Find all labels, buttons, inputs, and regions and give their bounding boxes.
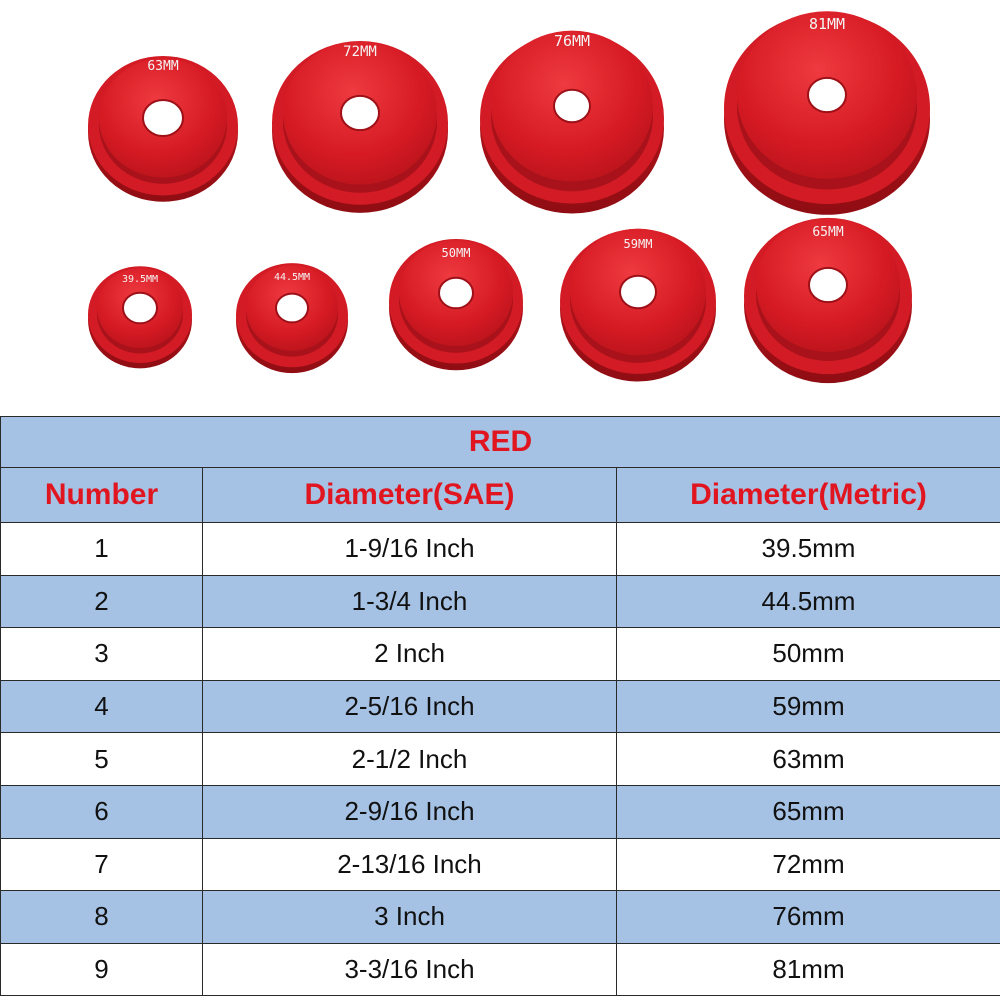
disc-size-label: 65MM <box>812 225 844 240</box>
disc-size-label: 76MM <box>553 32 591 50</box>
disc-2 <box>236 263 348 373</box>
disc-size-label: 63MM <box>147 59 179 74</box>
disc-center-hole <box>554 90 590 122</box>
cell-sae: 2 Inch <box>203 628 617 681</box>
disc-1 <box>88 266 192 368</box>
disc-size-label: 59MM <box>623 237 653 251</box>
disc-size-label: 39.5MM <box>121 274 159 285</box>
cell-metric: 63mm <box>617 733 1000 786</box>
disc-4 <box>560 229 716 382</box>
disc-center-hole <box>620 276 656 308</box>
table-row <box>1 838 1000 891</box>
disc-5 <box>88 56 238 202</box>
disc-center-hole <box>808 78 846 112</box>
cell-number: 4 <box>1 680 203 733</box>
cell-number: 7 <box>1 838 203 891</box>
table-row <box>1 943 1000 996</box>
disc-center-hole <box>123 293 157 324</box>
cell-metric: 76mm <box>617 891 1000 944</box>
header-diameter-metric: Diameter(Metric) <box>617 468 1000 523</box>
cell-sae: 1-9/16 Inch <box>203 523 617 576</box>
disc-center-hole <box>439 278 473 309</box>
disc-7 <box>272 41 448 213</box>
cell-number: 2 <box>1 575 203 628</box>
cell-number: 9 <box>1 943 203 996</box>
size-table <box>0 416 1000 996</box>
header-diameter-sae: Diameter(SAE) <box>203 468 617 523</box>
table-row <box>1 785 1000 838</box>
disc-center-hole <box>341 96 379 130</box>
disc-center-hole <box>809 268 847 302</box>
cell-number: 3 <box>1 628 203 681</box>
table-row <box>1 891 1000 944</box>
table-row <box>1 523 1000 576</box>
table-row <box>1 733 1000 786</box>
cell-sae: 2-13/16 Inch <box>203 838 617 891</box>
disc-size-label: 72MM <box>343 44 377 60</box>
cell-sae: 2-9/16 Inch <box>203 785 617 838</box>
cell-metric: 81mm <box>617 943 1000 996</box>
disc-6 <box>744 218 912 383</box>
table-row <box>1 680 1000 733</box>
cell-sae: 3 Inch <box>203 891 617 944</box>
cell-number: 1 <box>1 523 203 576</box>
cell-sae: 1-3/4 Inch <box>203 575 617 628</box>
table-row <box>1 628 1000 681</box>
disc-8 <box>480 31 664 214</box>
cell-sae: 2-1/2 Inch <box>203 733 617 786</box>
cell-metric: 50mm <box>617 628 1000 681</box>
table-row <box>1 575 1000 628</box>
cell-metric: 39.5mm <box>617 523 1000 576</box>
cell-metric: 59mm <box>617 680 1000 733</box>
disc-size-label: 50MM <box>441 246 471 260</box>
disc-size-label: 44.5MM <box>273 272 311 283</box>
cell-number: 5 <box>1 733 203 786</box>
product-photo <box>0 0 1000 412</box>
cell-metric: 65mm <box>617 785 1000 838</box>
cell-sae: 3-3/16 Inch <box>203 943 617 996</box>
disc-3 <box>389 239 523 370</box>
disc-9 <box>724 11 930 214</box>
disc-center-hole <box>143 100 183 136</box>
cell-number: 6 <box>1 785 203 838</box>
cell-metric: 72mm <box>617 838 1000 891</box>
disc-center-hole <box>276 294 308 323</box>
table-title: RED <box>1 417 1000 468</box>
disc-size-label: 81MM <box>808 15 846 33</box>
cell-number: 8 <box>1 891 203 944</box>
discs-illustration <box>0 0 1000 412</box>
cell-sae: 2-5/16 Inch <box>203 680 617 733</box>
header-number: Number <box>1 468 203 523</box>
cell-metric: 44.5mm <box>617 575 1000 628</box>
